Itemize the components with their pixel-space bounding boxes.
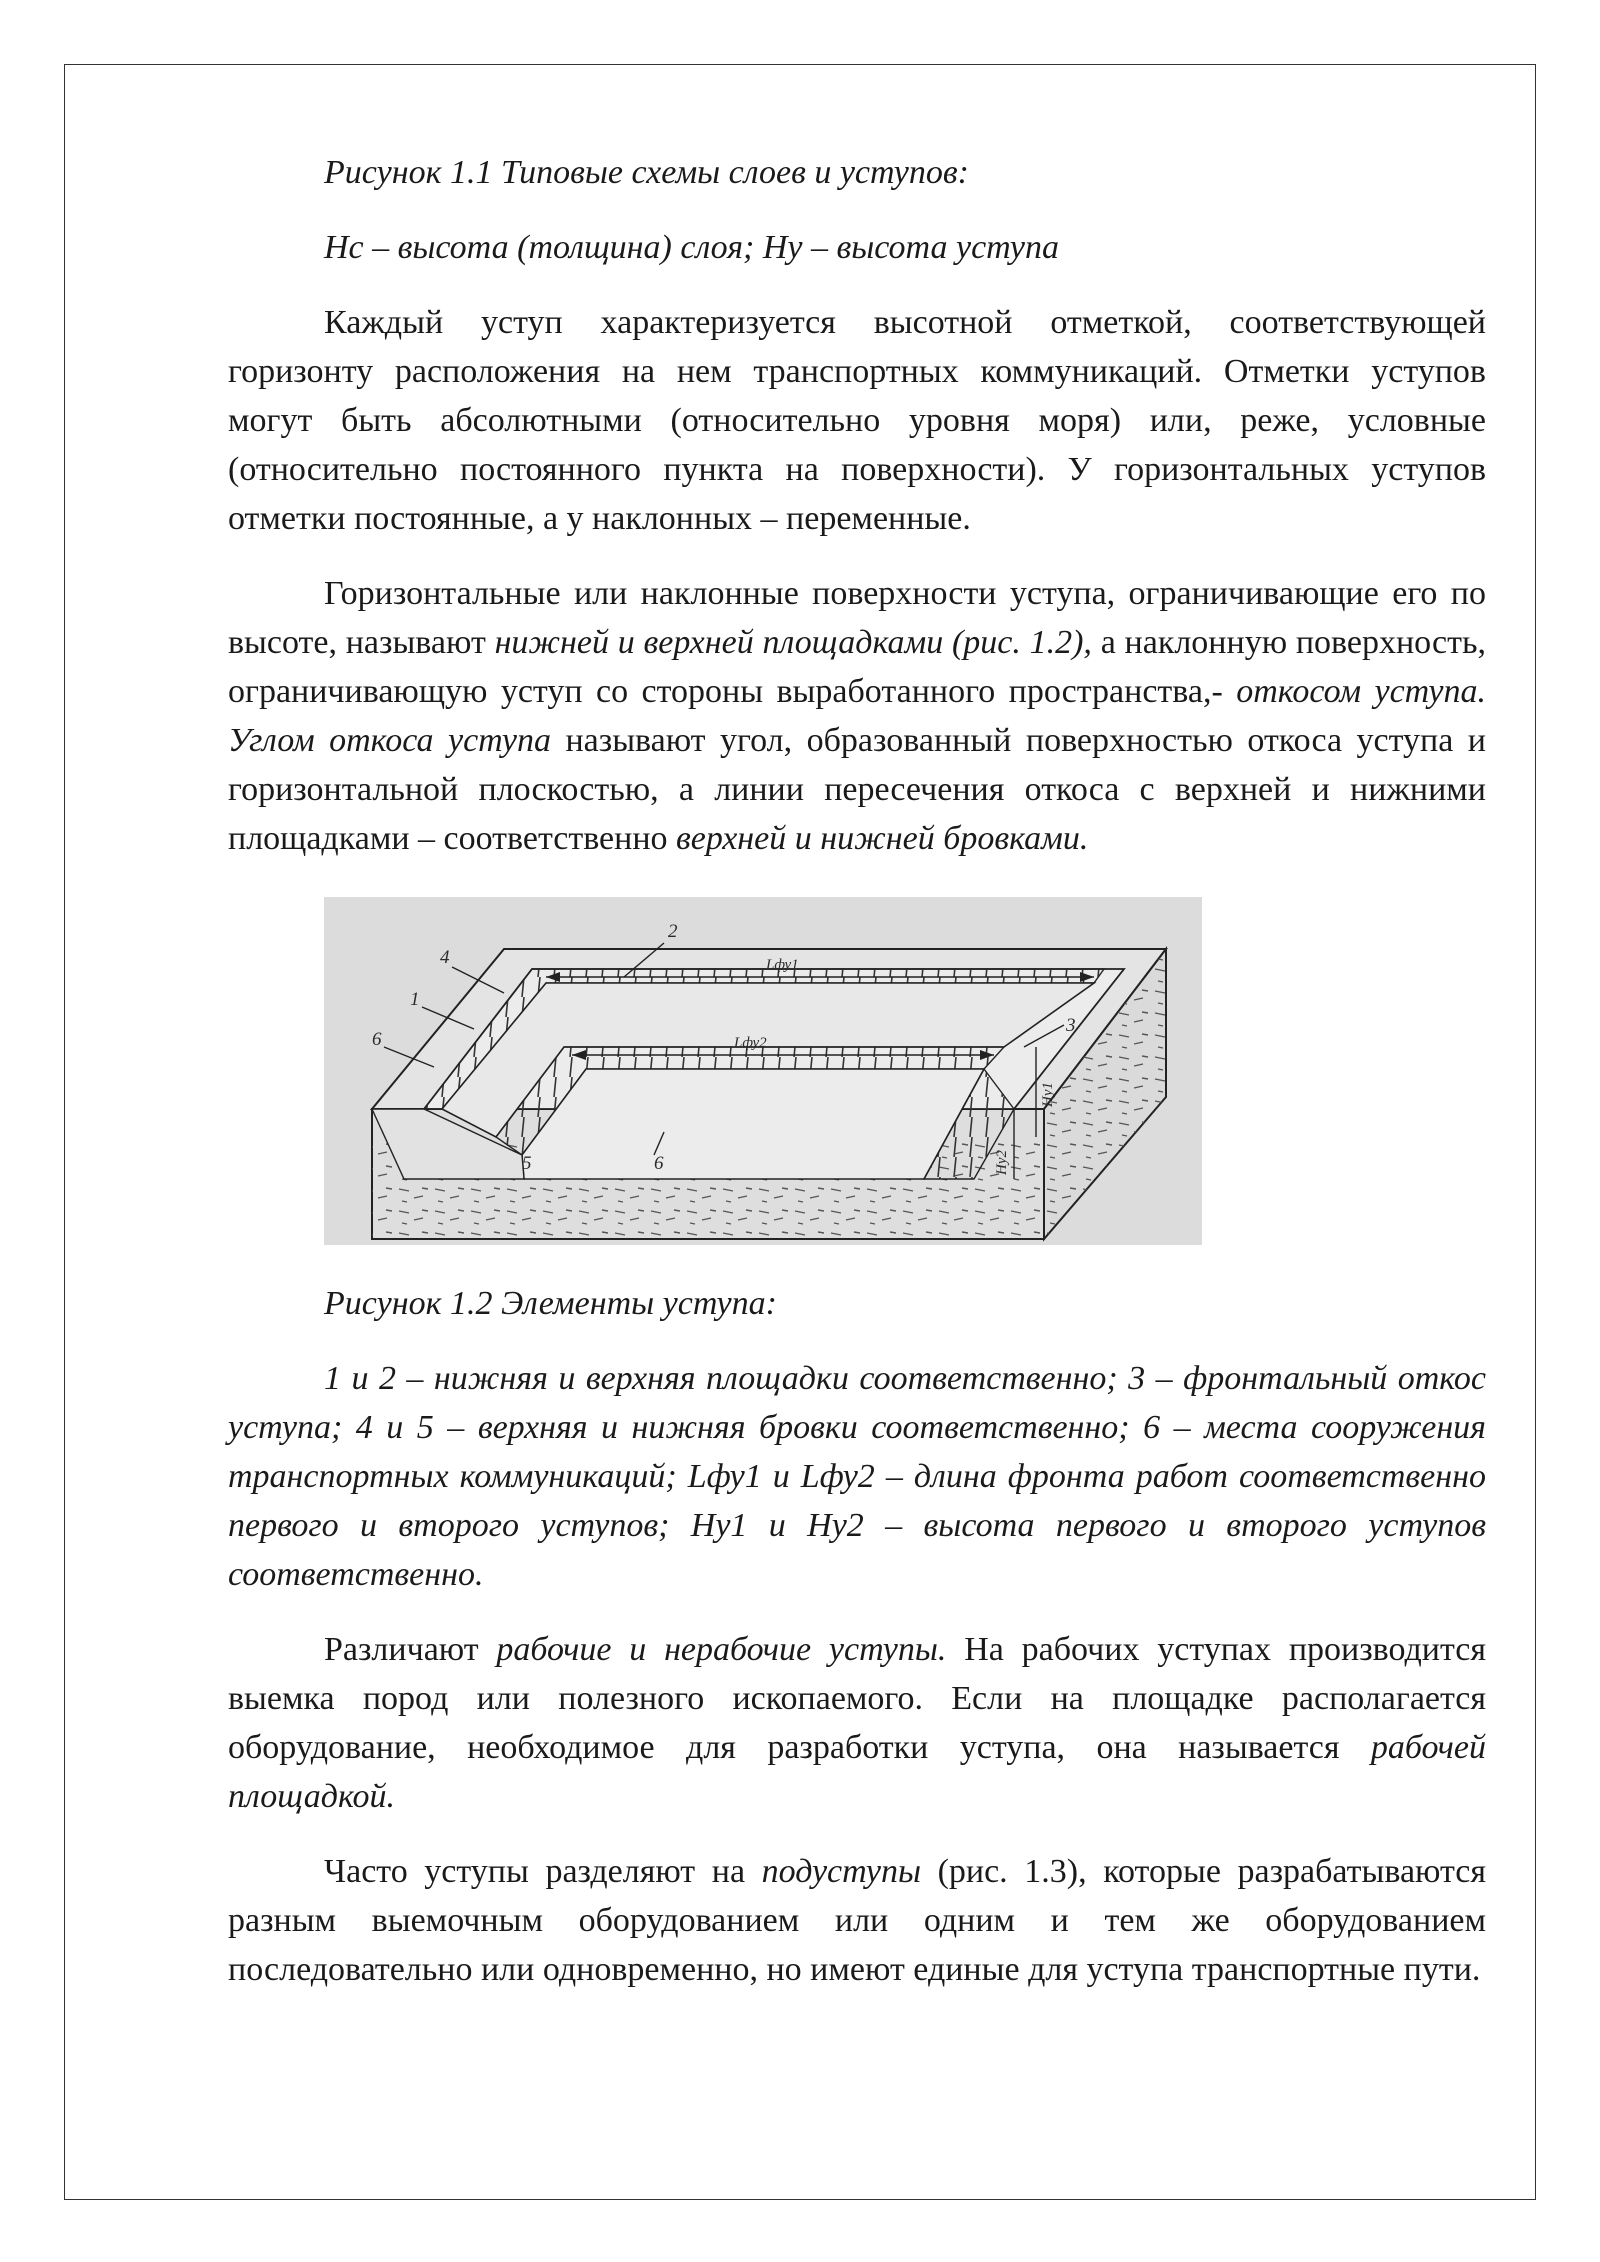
italic-term: рабочие и нерабочие уступы. xyxy=(496,1631,947,1668)
text-run: называют угол, образованный поверхностью откоса уступа и горизонтальной плоскостью, а линии пересечения откоса с верхней и нижними площадками – соответственно xyxy=(228,722,1486,857)
text-run: (рис. 1.3), которые разрабатываются разным выемочным оборудованием или одним и тем же оборудованием последовательно или одновременно, но имеют единые для уступа транспортные пути. xyxy=(228,1853,1486,1988)
figure-1-1-caption-legend: Нс – высота (толщина) слоя; Ну – высота уступа xyxy=(324,229,1059,266)
label-5: 5 xyxy=(522,1153,532,1174)
label-hu2: Hу2 xyxy=(994,1150,1010,1175)
paragraph-working-ledges xyxy=(228,1625,1486,1821)
paragraph-subledges xyxy=(228,1847,1486,1994)
italic-term: нижней и верхней площадками (рис. 1.2), xyxy=(494,624,1092,661)
label-4: 4 xyxy=(440,947,450,968)
text-run: Различают xyxy=(324,1631,497,1668)
label-lfu1: Lфу1 xyxy=(766,957,799,973)
label-2: 2 xyxy=(668,921,678,942)
figure-1-2-caption-title: Рисунок 1.2 Элементы уступа: xyxy=(324,1285,777,1322)
paragraph-ledge-marks: Каждый уступ характеризуется высотной отметкой, соответствующей горизонту расположения на нем транспортных коммуникаций. Отметки уступов могут быть абсолютными (относительно уровня моря) или, реже, условные (относительно постоянного пункта на поверхности). У горизонтальных уступов отметки постоянные, а у наклонных – переменные. xyxy=(228,304,1486,537)
text-run: На рабочих уступах производится выемка пород или полезного ископаемого. Если на площадке располагается оборудование, необходимое для разработки уступа, она называется xyxy=(228,1631,1486,1766)
label-lfu2: Lфу2 xyxy=(734,1035,767,1051)
figure-1-2-ledge-elements xyxy=(324,897,1202,1245)
italic-term: рабочей площадкой. xyxy=(228,1729,1486,1815)
text-run: а наклонную поверхность, ограничивающую уступ со стороны выработанного пространства,- xyxy=(228,624,1486,710)
text-run: Горизонтальные или наклонные поверхности уступа, ограничивающие его по высоте, называют xyxy=(228,575,1486,661)
paragraph-ledge-surfaces xyxy=(228,569,1486,863)
label-3: 3 xyxy=(1066,1015,1076,1036)
label-1: 1 xyxy=(410,989,420,1010)
text-run: Часто уступы разделяют на xyxy=(324,1853,762,1890)
document-body xyxy=(228,148,1486,1994)
label-6-left: 6 xyxy=(372,1029,382,1050)
italic-term: подуступы xyxy=(761,1853,921,1890)
pit-bottom xyxy=(522,1069,984,1179)
italic-term: откосом уступа. Углом откоса уступа xyxy=(228,673,1486,759)
label-hu1: Hу1 xyxy=(1040,1082,1056,1107)
italic-term: верхней и нижней бровками. xyxy=(676,820,1089,857)
ledge-diagram xyxy=(324,897,1202,1245)
label-6-bottom: 6 xyxy=(654,1153,664,1174)
figure-1-2-caption-legend: 1 и 2 – нижняя и верхняя площадки соответственно; 3 – фронтальный откос уступа; 4 и 5 – верхняя и нижняя бровки соответственно; 6 – места сооружения транспортных коммуникаций; Lфу1 и Lфу2 – длина фронта работ соответственно первого и второго уступов; Hу1 и Hу2 – высота первого и второго уступов соответственно. xyxy=(228,1360,1486,1593)
figure-1-1-caption-title: Рисунок 1.1 Типовые схемы слоев и уступов: xyxy=(324,154,969,191)
